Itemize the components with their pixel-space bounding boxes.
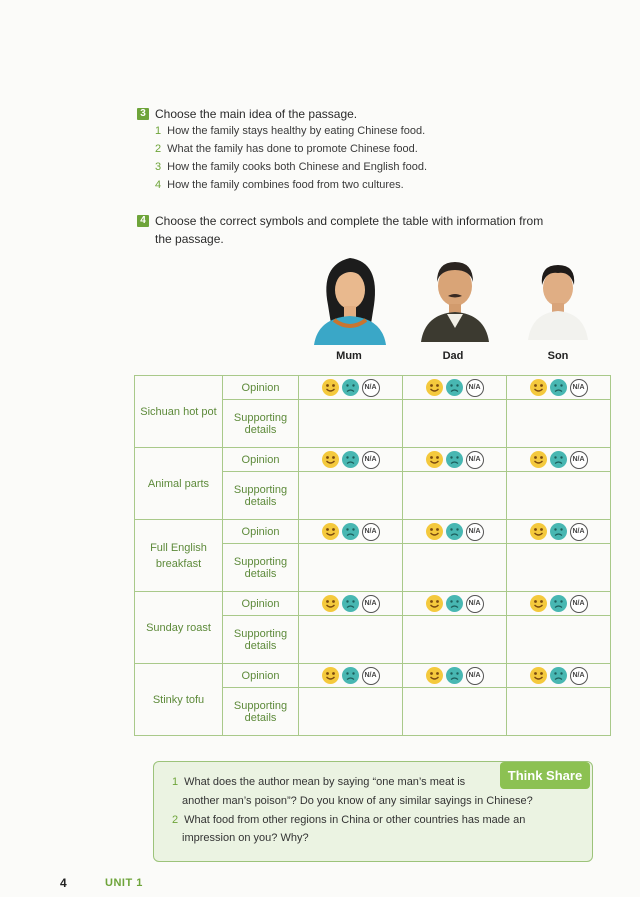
think-share-tab: Think Share (500, 762, 590, 789)
dad-photo (415, 252, 495, 342)
opinion-cell (403, 520, 507, 544)
happy-face-icon[interactable] (426, 451, 443, 468)
opinion-cell (299, 376, 403, 400)
opinion-cell (403, 664, 507, 688)
na-icon[interactable]: N/A (362, 595, 380, 613)
person-name-mum: Mum (336, 350, 362, 362)
sad-face-icon[interactable] (446, 523, 463, 540)
happy-face-icon[interactable] (322, 451, 339, 468)
supporting-details-label: Supporting details (223, 400, 299, 448)
sad-face-icon[interactable] (550, 667, 567, 684)
unit-label: UNIT 1 (105, 877, 143, 889)
question-3-prompt: Choose the main idea of the passage. (155, 107, 358, 121)
food-name: Sichuan hot pot (135, 376, 223, 448)
sad-face-icon[interactable] (550, 451, 567, 468)
na-icon[interactable]: N/A (570, 451, 588, 469)
na-icon[interactable]: N/A (362, 379, 380, 397)
sad-face-icon[interactable] (550, 523, 567, 540)
food-name: Full English breakfast (135, 520, 223, 592)
mum-photo (310, 250, 390, 345)
na-icon[interactable]: N/A (362, 667, 380, 685)
think-question-1-line1: 1 What does the author mean by saying “one man’s meat is (172, 776, 466, 788)
supporting-details-cell[interactable] (403, 616, 507, 664)
person-name-dad: Dad (442, 350, 464, 362)
page-number: 4 (60, 876, 67, 890)
happy-face-icon[interactable] (426, 523, 443, 540)
person-name-son: Son (547, 350, 569, 362)
opinion-cell (299, 592, 403, 616)
na-icon[interactable]: N/A (466, 667, 484, 685)
supporting-details-cell[interactable] (507, 688, 611, 736)
sad-face-icon[interactable] (342, 379, 359, 396)
son-photo (518, 255, 598, 340)
opinion-cell (403, 376, 507, 400)
happy-face-icon[interactable] (322, 667, 339, 684)
supporting-details-cell[interactable] (507, 472, 611, 520)
supporting-details-cell[interactable] (403, 400, 507, 448)
opinion-label: Opinion (223, 592, 299, 616)
sad-face-icon[interactable] (342, 451, 359, 468)
happy-face-icon[interactable] (530, 667, 547, 684)
na-icon[interactable]: N/A (362, 451, 380, 469)
happy-face-icon[interactable] (322, 595, 339, 612)
opinion-cell (299, 448, 403, 472)
supporting-details-cell[interactable] (299, 616, 403, 664)
sad-face-icon[interactable] (342, 523, 359, 540)
food-name: Stinky tofu (135, 664, 223, 736)
na-icon[interactable]: N/A (570, 379, 588, 397)
happy-face-icon[interactable] (322, 379, 339, 396)
supporting-details-label: Supporting details (223, 616, 299, 664)
happy-face-icon[interactable] (426, 667, 443, 684)
opinion-cell (507, 664, 611, 688)
na-icon[interactable]: N/A (466, 523, 484, 541)
supporting-details-cell[interactable] (403, 688, 507, 736)
sad-face-icon[interactable] (446, 379, 463, 396)
opinion-cell (507, 520, 611, 544)
supporting-details-label: Supporting details (223, 544, 299, 592)
sad-face-icon[interactable] (446, 595, 463, 612)
q3-option-1: 1 How the family stays healthy by eating Chinese food. (155, 125, 426, 137)
supporting-details-cell[interactable] (507, 544, 611, 592)
sad-face-icon[interactable] (550, 379, 567, 396)
food-name: Animal parts (135, 448, 223, 520)
happy-face-icon[interactable] (530, 451, 547, 468)
happy-face-icon[interactable] (530, 595, 547, 612)
opinion-label: Opinion (223, 376, 299, 400)
question-3-badge: 3 (137, 108, 149, 120)
na-icon[interactable]: N/A (466, 451, 484, 469)
opinion-cell (507, 376, 611, 400)
na-icon[interactable]: N/A (570, 595, 588, 613)
happy-face-icon[interactable] (426, 595, 443, 612)
food-name: Sunday roast (135, 592, 223, 664)
opinion-label: Opinion (223, 664, 299, 688)
supporting-details-cell[interactable] (403, 544, 507, 592)
opinion-cell (403, 448, 507, 472)
supporting-details-cell[interactable] (299, 688, 403, 736)
happy-face-icon[interactable] (426, 379, 443, 396)
opinion-cell (507, 592, 611, 616)
q3-option-2: 2 What the family has done to promote Chinese food. (155, 143, 418, 155)
opinion-label: Opinion (223, 448, 299, 472)
question-4-prompt-line2: the passage. (155, 232, 224, 246)
supporting-details-label: Supporting details (223, 688, 299, 736)
opinion-table (134, 375, 611, 736)
happy-face-icon[interactable] (322, 523, 339, 540)
opinion-cell (403, 592, 507, 616)
na-icon[interactable]: N/A (466, 595, 484, 613)
question-4-prompt-line1: Choose the correct symbols and complete the table with information from (155, 214, 544, 228)
think-question-2-line1: 2 What food from other regions in China or other countries has made an (172, 814, 526, 826)
think-question-2-line2: impression on you? Why? (182, 832, 309, 844)
question-4-badge: 4 (137, 215, 149, 227)
q3-option-3: 3 How the family cooks both Chinese and English food. (155, 161, 427, 173)
opinion-cell (507, 448, 611, 472)
supporting-details-cell[interactable] (507, 400, 611, 448)
sad-face-icon[interactable] (446, 451, 463, 468)
supporting-details-label: Supporting details (223, 472, 299, 520)
supporting-details-cell[interactable] (507, 616, 611, 664)
sad-face-icon[interactable] (342, 595, 359, 612)
na-icon[interactable]: N/A (570, 523, 588, 541)
think-question-1-line2: another man’s poison”? Do you know of any similar sayings in Chinese? (182, 795, 533, 807)
na-icon[interactable]: N/A (466, 379, 484, 397)
happy-face-icon[interactable] (530, 379, 547, 396)
happy-face-icon[interactable] (530, 523, 547, 540)
sad-face-icon[interactable] (550, 595, 567, 612)
opinion-cell (299, 664, 403, 688)
supporting-details-cell[interactable] (299, 472, 403, 520)
q3-option-4: 4 How the family combines food from two cultures. (155, 179, 404, 191)
na-icon[interactable]: N/A (570, 667, 588, 685)
na-icon[interactable]: N/A (362, 523, 380, 541)
opinion-cell (299, 520, 403, 544)
supporting-details-cell[interactable] (299, 544, 403, 592)
supporting-details-cell[interactable] (403, 472, 507, 520)
opinion-label: Opinion (223, 520, 299, 544)
supporting-details-cell[interactable] (299, 400, 403, 448)
sad-face-icon[interactable] (342, 667, 359, 684)
sad-face-icon[interactable] (446, 667, 463, 684)
